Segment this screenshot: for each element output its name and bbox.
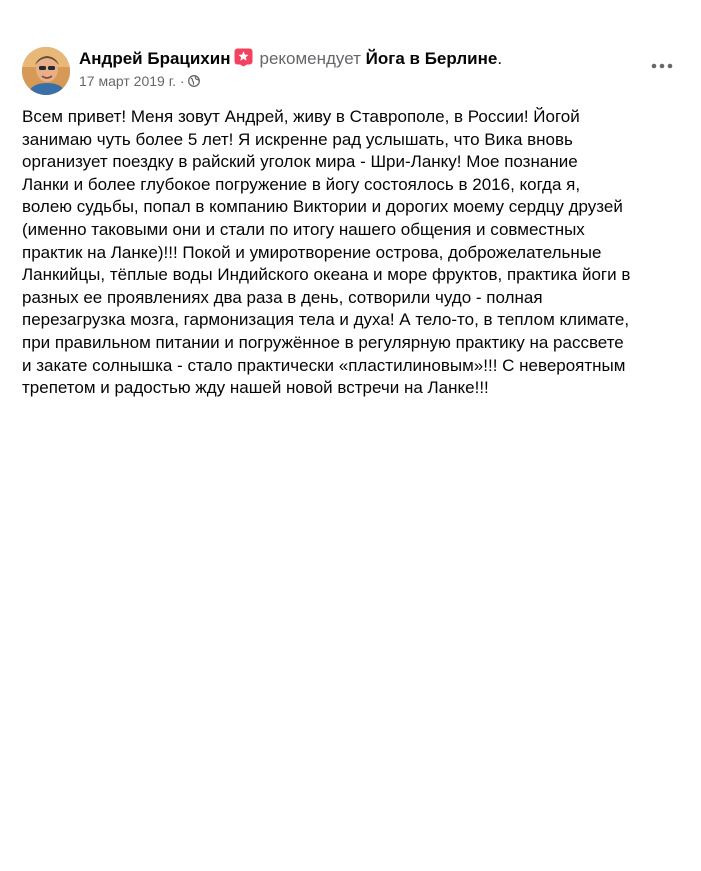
recommends-label: рекомендует	[259, 49, 361, 68]
post-body-text: Всем привет! Меня зовут Андрей, живу в Ставрополе, в России! Йогой занимаю чуть более 5 лет! Я искренне рад услышать, что Вика вновь организует поездку в райский уголок мира - Шри-Ланку! Мое познание Ланки и более глубокое погружение в йогу состоялось в 2016, когда я, волею судьбы, попал в компанию Виктории и дорогих моему сердцу друзей (именно таковыми они и стали по итогу нашего общения и совместных практик на Ланке)!!! Покой и умиротворение острова, доброжелательные Ланкийцы, тёплые воды Индийского океана и море фруктов, практика йоги в разных ее проявлениях два раза в день, сотворили чудо - полная перезагрузка мозга, гармонизация тела и духа! А тело-то, в теплом климате, при правильном питании и погружённое в регулярную практику на рассвете и закате солнышка - стало практически «пластилиновым»!!! С невероятным трепетом и радостью жду нашей новой встречи на Ланке!!!	[22, 107, 631, 398]
globe-icon[interactable]	[188, 73, 200, 85]
post-subtitle-line	[79, 72, 639, 90]
post-title-line	[79, 48, 639, 70]
author-name-link[interactable]: Андрей Брацихин	[79, 49, 231, 68]
post-meta	[79, 48, 639, 90]
title-period: .	[497, 49, 503, 68]
page-name-link[interactable]: Йога в Берлине	[365, 49, 498, 68]
more-options-icon[interactable]	[650, 59, 674, 73]
recommend-star-badge-icon	[234, 48, 253, 67]
avatar-image	[22, 47, 70, 95]
avatar[interactable]	[22, 47, 70, 95]
post-header	[22, 45, 682, 97]
post-date-link[interactable]: 17 март 2019 г. ·	[79, 73, 185, 89]
